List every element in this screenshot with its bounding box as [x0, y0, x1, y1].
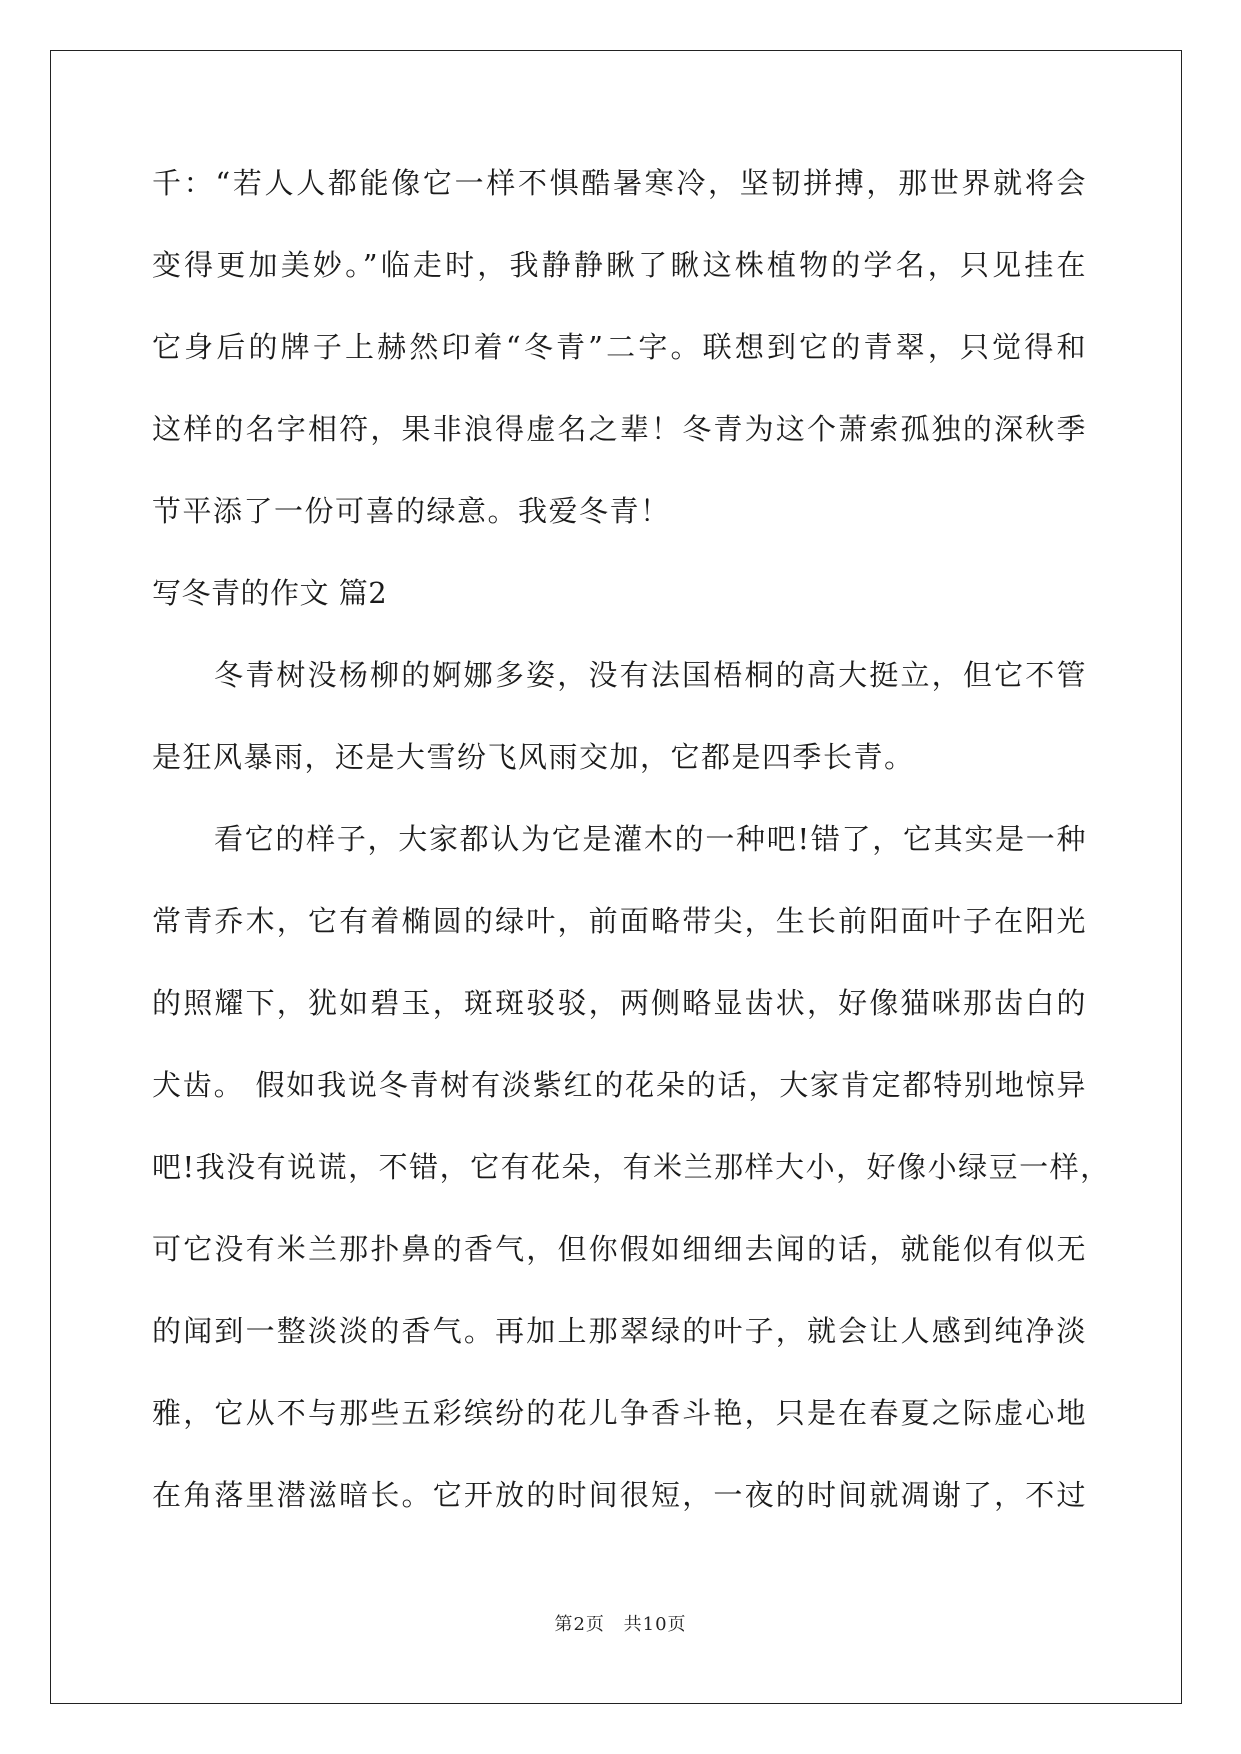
page-number: 第2页 [554, 1614, 605, 1635]
section-heading: 写冬青的作文 篇2 [152, 576, 388, 610]
page-footer [0, 1610, 1241, 1636]
text-line: 可它没有米兰那扑鼻的香气，但你假如细细去闻的话，就能似有似无 [152, 1232, 1087, 1266]
page-total: 共10页 [623, 1614, 687, 1635]
text-line: 它身后的牌子上赫然印着“冬青”二字。联想到它的青翠，只觉得和 [152, 330, 1087, 364]
text-line: 千：“若人人都能像它一样不惧酷暑寒冷，坚韧拼搏，那世界就将会 [152, 166, 1087, 200]
text-line: 吧!我没有说谎，不错，它有花朵，有米兰那样大小，好像小绿豆一样， [152, 1150, 1111, 1184]
text-line: 节平添了一份可喜的绿意。我爱冬青！ [152, 494, 671, 528]
text-line: 雅，它从不与那些五彩缤纷的花儿争香斗艳，只是在春夏之际虚心地 [152, 1396, 1087, 1430]
document-body [152, 150, 1111, 1544]
text-line: 常青乔木，它有着椭圆的绿叶，前面略带尖，生长前阳面叶子在阳光 [152, 904, 1087, 938]
text-line: 这样的名字相符，果非浪得虚名之辈！冬青为这个萧索孤独的深秋季 [152, 412, 1087, 446]
text-line: 犬齿。 假如我说冬青树有淡紫红的花朵的话，大家肯定都特别地惊异 [152, 1068, 1087, 1102]
text-line: 看它的样子，大家都认为它是灌木的一种吧!错了，它其实是一种 [214, 822, 1087, 856]
text-line: 冬青树没杨柳的婀娜多姿，没有法国梧桐的高大挺立，但它不管 [214, 658, 1087, 692]
text-line: 的闻到一整淡淡的香气。再加上那翠绿的叶子，就会让人感到纯净淡 [152, 1314, 1087, 1348]
text-line: 是狂风暴雨，还是大雪纷飞风雨交加，它都是四季长青。 [152, 740, 915, 774]
text-line: 变得更加美妙。”临走时，我静静瞅了瞅这株植物的学名，只见挂在 [152, 248, 1087, 282]
text-line: 在角落里潜滋暗长。它开放的时间很短，一夜的时间就凋谢了，不过 [152, 1478, 1087, 1512]
text-line: 的照耀下，犹如碧玉，斑斑驳驳，两侧略显齿状，好像猫咪那齿白的 [152, 986, 1087, 1020]
